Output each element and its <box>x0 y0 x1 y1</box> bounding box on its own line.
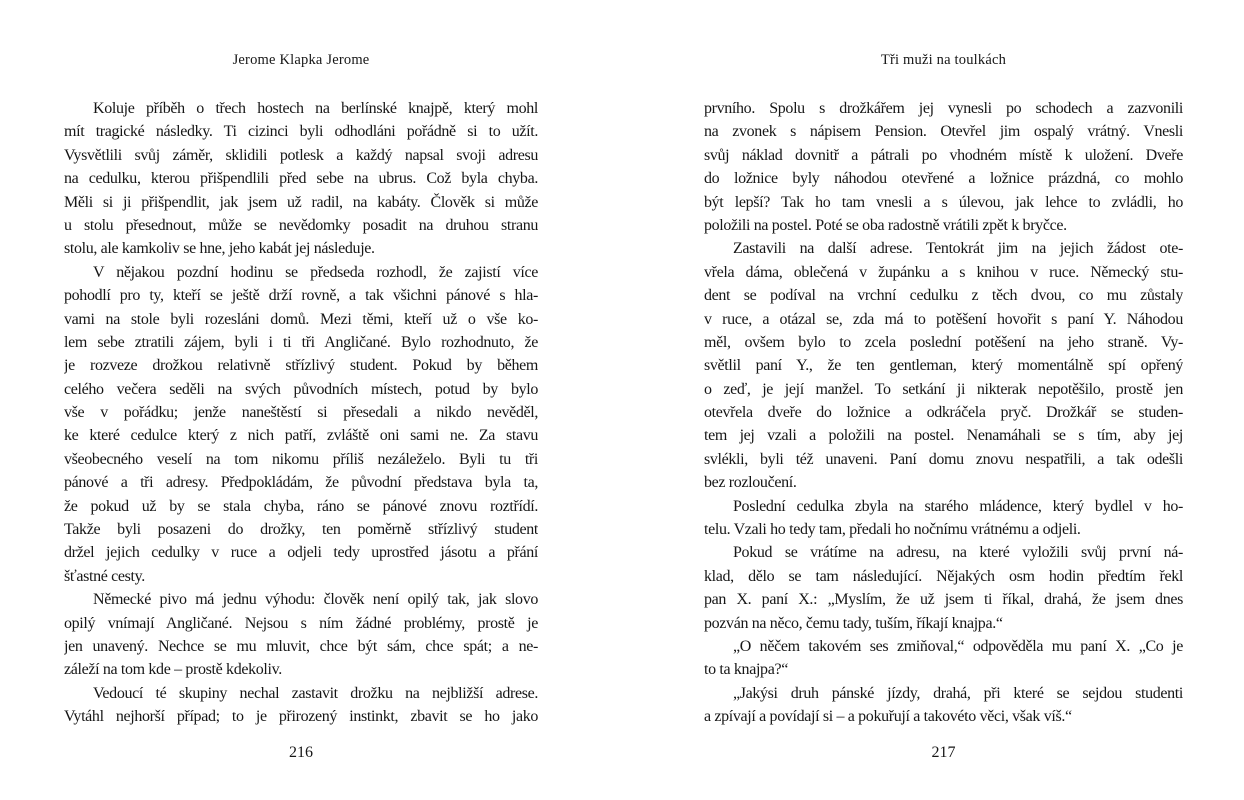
text-line: šťastné cesty. <box>64 567 145 585</box>
text-line: na zvonek s nápisem Pension. Otevřel jim ospalý vrátný. Vnesli <box>704 123 1183 141</box>
text-line: Koluje příběh o třech hostech na berlínské knajpě, který mohl <box>93 100 538 117</box>
text-line: do ložnice byly náhodou otevřené a ložnice prázdná, co mohlo <box>704 170 1183 188</box>
text-line: je rozveze drožkou relativně střízlivý student. Pokud by během <box>64 357 538 375</box>
text-line: záleží na tom kde – prostě kdekoliv. <box>64 661 282 679</box>
text-line: a zpívají a povídají si – a pokuřují a takovéto věci, však víš.“ <box>704 708 1072 726</box>
text-line: „Jakýsi druh pánské jízdy, drahá, při které se sejdou studenti <box>733 684 1183 702</box>
text-line: že pokud už by se stala chyba, ráno se pánové znovu roztřídí. <box>64 497 538 515</box>
text-line: svůj náklad dovnitř a pátrali po vhodném místě k uložení. Dveře <box>704 146 1183 164</box>
text-line: Měli si ji přišpendlit, jak jsem už radil, na kabáty. Člověk si může <box>64 193 538 211</box>
text-line: svlékli, byli též unaveni. Paní domu znovu nespatřili, a tak odešli <box>704 450 1183 468</box>
text-line: světlil paní Y., že ten gentleman, který momentálně spí opřený <box>704 357 1183 375</box>
text-line: vami na stole byli rozesláni domů. Mezi těmi, kteří už o vše ko- <box>64 310 538 328</box>
text-line: Vysvětlili svůj záměr, sklidili potlesk a každý napsal svoji adresu <box>64 146 538 164</box>
text-line: mít tragické následky. Ti cizinci byli odhodláni pořádně si to užít. <box>64 123 538 141</box>
text-line: dent se podíval na vrchní cedulku z těch dvou, co mu zůstaly <box>704 287 1183 305</box>
text-line: ke které cedulce který z nich patří, zvláště oni sami ne. Za stavu <box>64 427 538 445</box>
text-line: klad, dělo se tam následující. Nějakých osm hodin předtím řekl <box>704 567 1183 585</box>
text-line: Vedoucí té skupiny nechal zastavit drožku na nejbližší adrese. <box>93 684 538 702</box>
text-line: otevřela dveře do ložnice a odkráčela pryč. Drožkář se studen- <box>704 404 1183 422</box>
text-line: Zastavili na další adrese. Tentokrát jim na jejich žádost ote- <box>733 240 1183 258</box>
text-line: Vytáhl nejhorší případ; to je přirozený instinkt, zbavit se ho jako <box>64 708 538 726</box>
text-line: opilý vnímají Angličané. Nejsou s ním žádné problémy, prostě je <box>64 614 538 632</box>
text-line: pozván na něco, čemu tady, tuším, říkají knajpa.“ <box>704 614 1003 632</box>
text-line: tem jej vzali a položili na postel. Nenamáhali se s tím, aby jej <box>704 427 1183 445</box>
running-head-author: Jerome Klapka Jerome <box>232 52 370 68</box>
text-line: na cedulku, kterou přišpendlili před sebe na ubrus. Což byla chyba. <box>64 170 538 188</box>
text-line: pánové a tři adresy. Předpokládám, že původní představa byla ta, <box>64 474 538 492</box>
text-line: lem sebe ztratili zájem, byli i ti tři Angličané. Bylo rozhodnuto, že <box>64 333 538 351</box>
text-line: všeobecného veselí na tom nikomu příliš nezáleželo. Byli tu tři <box>64 450 538 468</box>
text-line: stolu, ale kamkoliv se hne, jeho kabát jej následuje. <box>64 240 375 258</box>
right-page <box>704 0 1183 800</box>
right-page-number: 217 <box>931 744 956 761</box>
text-line: Takže byli posazeni do drožky, ten poměrně střízlivý student <box>64 521 538 539</box>
text-line: být lepší? Tak ho tam vnesli a s úlevou, jak lehce to zvládli, ho <box>704 193 1183 211</box>
text-line: jen unavený. Nechce se mu mluvit, chce být sám, chce spát; a ne- <box>64 637 538 655</box>
text-line: držel jejich cedulky v ruce a odjeli tedy uprostřed jásotu a přání <box>64 544 538 562</box>
left-page-number: 216 <box>289 744 313 761</box>
text-line: měl, ovšem bylo to zcela poslední potěšení na jeho straně. Vy- <box>704 333 1183 351</box>
text-line: pan X. paní X.: „Myslím, že už jsem ti říkal, drahá, že jsem dnes <box>704 591 1183 609</box>
left-page-body <box>64 97 538 729</box>
text-line: celého večera seděli na svých původních místech, potud by bylo <box>64 380 538 398</box>
text-line: u stolu přesednout, může se nevědomky posadit na druhou stranu <box>64 216 538 234</box>
running-head-title: Tři muži na toulkách <box>880 52 1007 68</box>
text-line: Německé pivo má jednu výhodu: člověk není opilý tak, jak slovo <box>93 591 538 609</box>
text-line: vřela dáma, oblečená v župánku a s knihou v ruce. Německý stu- <box>704 263 1183 281</box>
text-line: Poslední cedulka zbyla na starého mládence, který bydlel v ho- <box>733 497 1183 515</box>
text-line: bez rozloučení. <box>704 474 797 492</box>
text-line: v ruce, a otázal se, zda má to potěšení hovořit s paní Y. Náhodou <box>704 310 1183 328</box>
text-line: položili na postel. Poté se oba radostně vrátili zpět k bryčce. <box>704 216 1067 234</box>
text-line: vše v pořádku; jenže naneštěstí si přesedali a nikdo nevěděl, <box>64 404 538 422</box>
text-line: Pokud se vrátíme na adresu, na které vyložili svůj první ná- <box>733 544 1183 562</box>
left-page <box>64 0 538 800</box>
text-line: to ta knajpa?“ <box>704 661 788 679</box>
text-line: V nějakou pozdní hodinu se předseda rozhodl, že zajistí více <box>93 263 538 281</box>
text-line: pohodlí pro ty, kteří se ještě drží rovně, a tak všichni pánové s hla- <box>64 287 538 305</box>
text-line: o zeď, je její manžel. To setkání ji nikterak nepotěšilo, prostě jen <box>704 380 1183 398</box>
text-line: prvního. Spolu s drožkářem jej vynesli po schodech a zazvonili <box>704 100 1183 117</box>
text-line: „O něčem takovém ses zmiňoval,“ odpověděla mu paní X. „Co je <box>733 637 1183 655</box>
right-page-body <box>704 97 1183 729</box>
text-line: telu. Vzali ho tedy tam, předali ho nočnímu vrátnému a odjeli. <box>704 521 1081 539</box>
